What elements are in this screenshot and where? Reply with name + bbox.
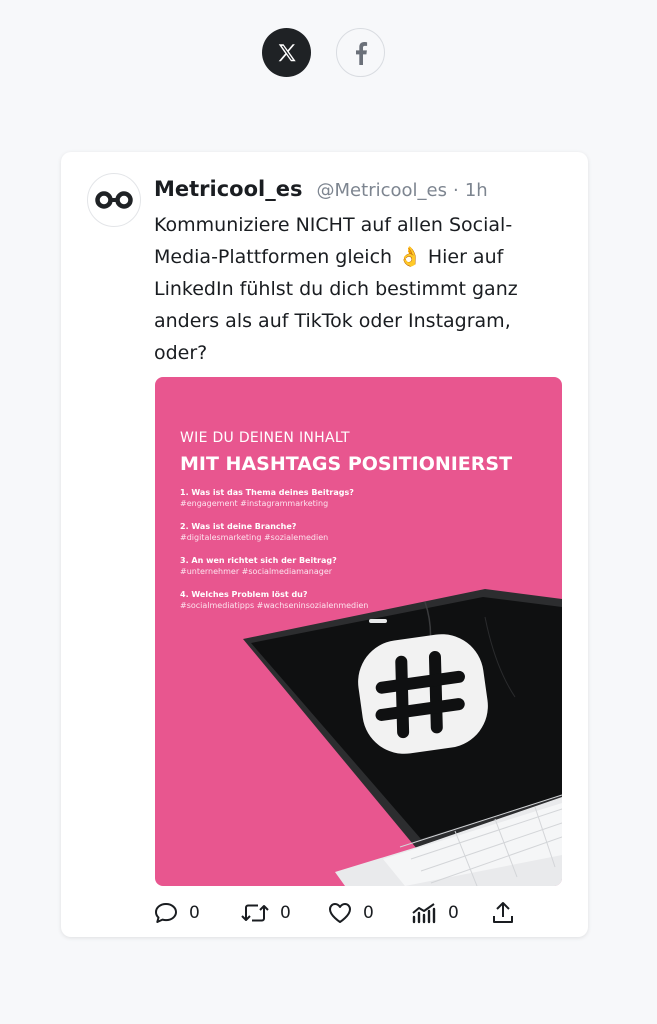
media-main-title: MIT HASHTAGS POSITIONIERST (180, 453, 513, 475)
x-logo-icon (276, 42, 298, 64)
share-buttons (262, 28, 385, 77)
question-text: 4. Welches Problem löst du? (180, 590, 308, 599)
retweet-button[interactable] (240, 902, 327, 924)
share-facebook-button[interactable] (336, 28, 385, 77)
like-button[interactable] (327, 901, 410, 925)
share-tweet-button[interactable] (490, 900, 516, 926)
question-tags: #engagement #instagrammarketing (180, 499, 329, 508)
metricool-logo-icon (94, 191, 134, 209)
share-upload-icon (490, 900, 516, 926)
header-separator: · (453, 180, 459, 201)
tweet-text-part1: Kommuniziere NICHT auf allen Social-Media-Plattformen gleich (154, 214, 513, 268)
tweet-media-image[interactable] (155, 377, 562, 886)
ok-hand-emoji: 👌 (398, 246, 422, 268)
comment-icon (153, 901, 179, 925)
question-text: 3. An wen richtet sich der Beitrag? (180, 556, 337, 565)
reply-button[interactable] (153, 901, 240, 925)
analytics-icon (410, 901, 438, 925)
reply-count: 0 (189, 903, 200, 923)
share-x-button[interactable] (262, 28, 311, 77)
question-tags: #unternehmer #socialmediamanager (180, 567, 333, 576)
views-button[interactable] (410, 901, 490, 925)
tweet-text-part2: Hier auf LinkedIn fühlst du dich bestimmt ganz anders als auf TikTok oder Instagram, oder? (154, 246, 518, 364)
question-text: 2. Was ist deine Branche? (180, 522, 297, 531)
tweet-card (61, 152, 588, 937)
views-count: 0 (448, 903, 459, 923)
tweet-time[interactable]: 1h (464, 180, 488, 201)
tweet-header (154, 175, 488, 205)
author-handle[interactable]: @Metricool_es (316, 180, 447, 201)
author-name[interactable]: Metricool_es (154, 177, 303, 201)
laptop-illustration (155, 377, 562, 886)
heart-icon (327, 901, 353, 925)
tweet-actions (153, 900, 516, 926)
facebook-logo-icon (354, 41, 368, 65)
question-tags: #socialmediatipps #wachseninsozialenmedien (180, 601, 369, 610)
question-text: 1. Was ist das Thema deines Beitrags? (180, 488, 354, 497)
tweet-text (154, 209, 554, 369)
retweet-count: 0 (280, 903, 291, 923)
like-count: 0 (363, 903, 374, 923)
media-pre-title: WIE DU DEINEN INHALT (180, 430, 350, 446)
avatar[interactable] (87, 173, 141, 227)
retweet-icon (240, 902, 270, 924)
question-tags: #digitalesmarketing #sozialemedien (180, 533, 329, 542)
